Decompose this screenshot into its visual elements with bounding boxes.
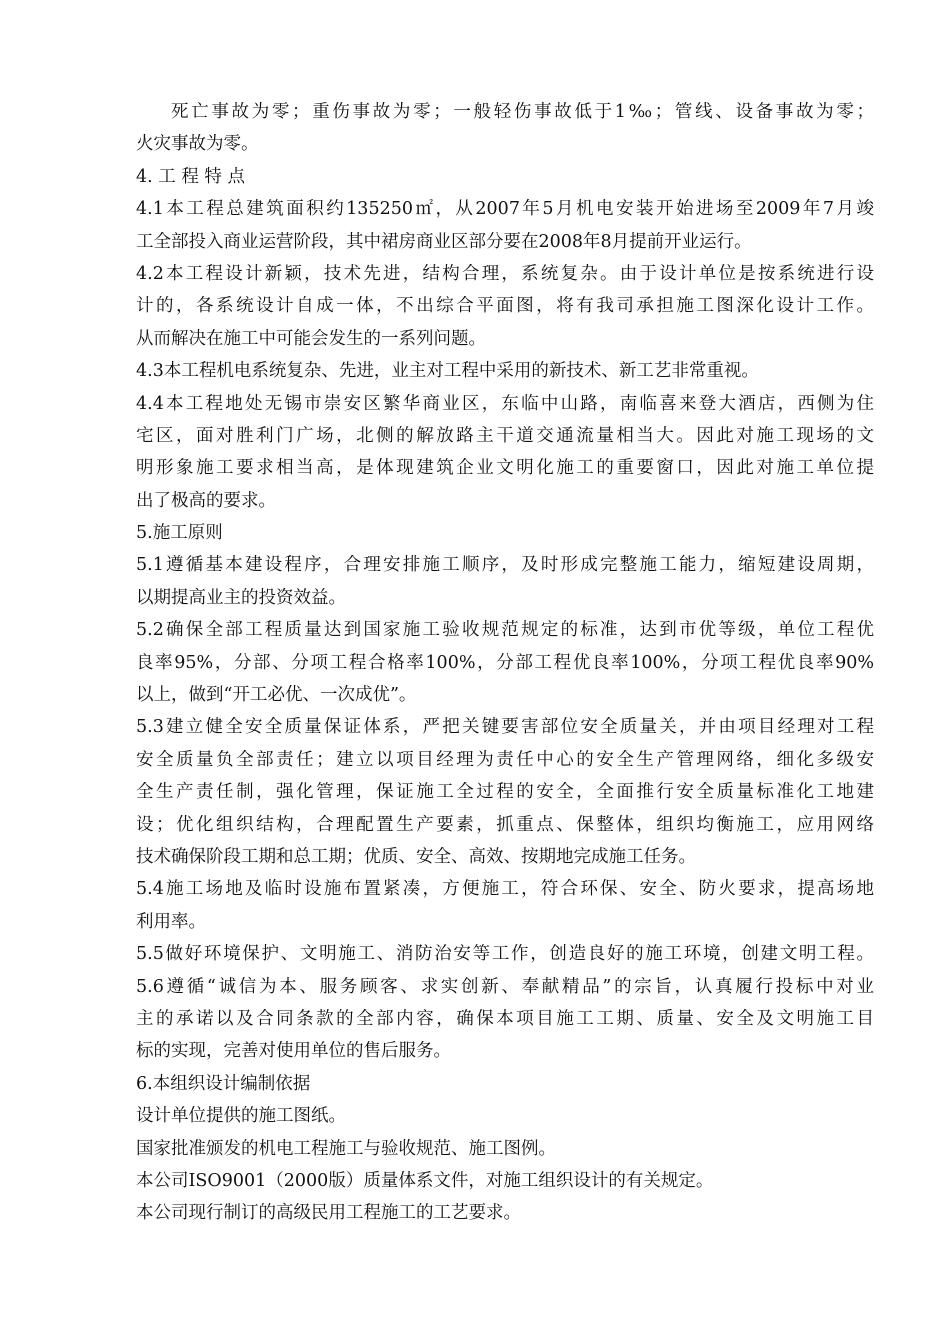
text-line: 国家批准颁发的机电工程施工与验收规范、施工图例。 [136, 1138, 556, 1159]
text-line: 5.3建立健全安全质量保证体系，严把关键要害部位安全质量关，并由项目经理对工程 [136, 717, 874, 738]
text-line: 以上，做到“开工必优、一次成优”。 [136, 685, 417, 706]
text-line: 全生产责任制，强化管理，保证施工全过程的安全，全面推行安全质量标准化工地建 [136, 782, 874, 803]
text-line: 4.1本工程总建筑面积约135250㎡，从2007年5月机电安装开始进场至2009年7月竣 [136, 199, 874, 220]
text-line: 以期提高业主的投资效益。 [136, 587, 346, 608]
text-line: 设计单位提供的施工图纸。 [136, 1106, 346, 1127]
text-line: 火灾事故为零。 [136, 134, 259, 155]
text-line: 4.4本工程地处无锡市崇安区繁华商业区，东临中山路，南临喜来登大酒店，西侧为住 [136, 393, 874, 414]
text-line: 设；优化组织结构，合理配置生产要素，抓重点、保整体，组织均衡施工，应用网络 [136, 814, 874, 835]
text-line: 明形象施工要求相当高，是体现建筑企业文明化施工的重要窗口，因此对施工单位提 [136, 458, 874, 479]
text-line: 5.5做好环境保护、文明施工、消防治安等工作，创造良好的施工环境，创建文明工程。 [136, 944, 874, 965]
text-line: 4.3本工程机电系统复杂、先进，业主对工程中采用的新技术、新工艺非常重视。 [136, 361, 759, 382]
text-line: 标的实现，完善对使用单位的售后服务。 [136, 1041, 451, 1062]
text-line: 6.本组织设计编制依据 [136, 1073, 311, 1094]
text-line: 利用率。 [136, 911, 206, 932]
text-line: 本公司现行制订的高级民用工程施工的工艺要求。 [136, 1203, 521, 1224]
text-line: 计的，各系统设计自成一体，不出综合平面图，将有我司承担施工图深化设计工作。 [136, 296, 874, 317]
text-line: 5.4施工场地及临时设施布置紧凑，方便施工，符合环保、安全、防火要求，提高场地 [136, 879, 874, 900]
document-body [136, 96, 874, 1230]
text-line: 5.施工原则 [136, 523, 223, 544]
text-line: 4.2本工程设计新颖，技术先进，结构合理，系统复杂。由于设计单位是按系统进行设 [136, 263, 874, 284]
text-line: 死亡事故为零；重伤事故为零；一般轻伤事故低于1‰；管线、设备事故为零； [171, 102, 874, 122]
text-line: 本公司ISO9001（2000版）质量体系文件，对施工组织设计的有关规定。 [136, 1170, 714, 1191]
text-line: 5.2确保全部工程质量达到国家施工验收规范规定的标准，达到市优等级，单位工程优 [136, 620, 874, 641]
text-line: 4. 工 程 特 点 [136, 166, 245, 187]
text-line: 主的承诺以及合同条款的全部内容，确保本项目施工工期、质量、安全及文明施工目 [136, 1008, 874, 1029]
text-line: 5.1遵循基本建设程序，合理安排施工顺序，及时形成完整施工能力，缩短建设周期， [136, 555, 874, 576]
text-line: 宅区，面对胜利门广场，北侧的解放路主干道交通流量相当大。因此对施工现场的文 [136, 425, 874, 446]
text-line: 5.6遵循“诚信为本、服务顾客、求实创新、奉献精品”的宗旨，认真履行投标中对业 [136, 976, 874, 997]
text-line: 技术确保阶段工期和总工期；优质、安全、高效、按期地完成施工任务。 [136, 846, 696, 867]
text-line: 安全质量负全部责任；建立以项目经理为责任中心的安全生产管理网络，细化多级安 [136, 749, 874, 770]
text-line: 出了极高的要求。 [136, 490, 276, 511]
text-line: 工全部投入商业运营阶段，其中裙房商业区部分要在2008年8月提前开业运行。 [136, 231, 752, 252]
text-line: 从而解决在施工中可能会发生的一系列问题。 [136, 328, 486, 349]
text-line: 良率95%，分部、分项工程合格率100%，分部工程优良率100%，分项工程优良率90% [136, 652, 874, 673]
